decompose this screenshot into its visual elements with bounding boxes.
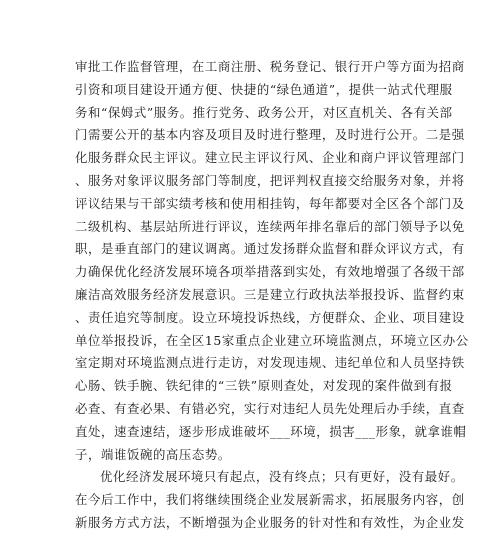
text-line: 子，端谁饭碗的高压态势。 [75, 446, 231, 462]
text-line: 力确保优化经济发展环境各项举措落到实处，有效地增强了各级干部 [75, 264, 465, 280]
text-line: 直处，速查速结，逐步形成谁破坏___环境，损害___形象，就拿谁帽 [75, 423, 467, 439]
text-line: 职，是垂直部门的建议调离。通过发扬群众监督和群众评议方式，有 [75, 241, 465, 257]
text-line: 化服务群众民主评议。建立民主评议行风、企业和商户评议管理部门 [75, 150, 465, 166]
text-line: 引资和项目建设开通方便、快捷的“绿色通道”，提供一站式代理服 [75, 81, 453, 97]
text-line: 门需要公开的基本内容及项目及时进行整理，及时进行公开。二是强 [75, 127, 465, 143]
text-line: 廉洁高效服务经济发展意识。三是建立行政执法举报投诉、监督约束 [75, 286, 465, 302]
text-line: 二级机构、基层站所进行评议，连续两年排名靠后的部门领导予以免 [75, 218, 465, 234]
paragraph-first-line: 优化经济发展环境只有起点，没有终点；只有更好，没有最好。 [100, 469, 464, 485]
text-line: 单位举报投诉，在全区15家重点企业建立环境监测点，环境立区办公 [75, 332, 469, 348]
text-line: 评议结果与干部实绩考核和使用相挂钩，每年都要对全区各个部门及 [75, 195, 465, 211]
text-line: 审批工作监督管理，在工商注册、税务登记、银行开户等方面为招商 [75, 59, 465, 74]
body-text [75, 56, 469, 535]
text-line: 室定期对环境监测点进行走访，对发现违规、违纪单位和人员坚持铁 [75, 355, 465, 371]
text-line: 务和“保姆式”服务。推行党务、政务公开，对区直机关、各有关部 [75, 104, 453, 120]
text-line: 必查、有查必果、有错必究，实行对违纪人员先处理后办手续，直查 [75, 400, 465, 416]
text-line: 新服务方式方法，不断增强为企业服务的针对性和有效性，为企业发 [75, 514, 465, 530]
text-line: 、责任追究等制度。设立环境投诉热线，方便群众、企业、项目建设 [75, 309, 465, 325]
text-line: 、服务对象评议服务部门等制度，把评判权直接交给服务对象，并将 [75, 172, 465, 188]
text-line: 在今后工作中，我们将继续围绕企业发展新需求，拓展服务内容，创 [75, 492, 465, 508]
text-line: 心肠、铁手腕、铁纪律的“三铁”原则查处，对发现的案件做到有报 [75, 378, 453, 394]
